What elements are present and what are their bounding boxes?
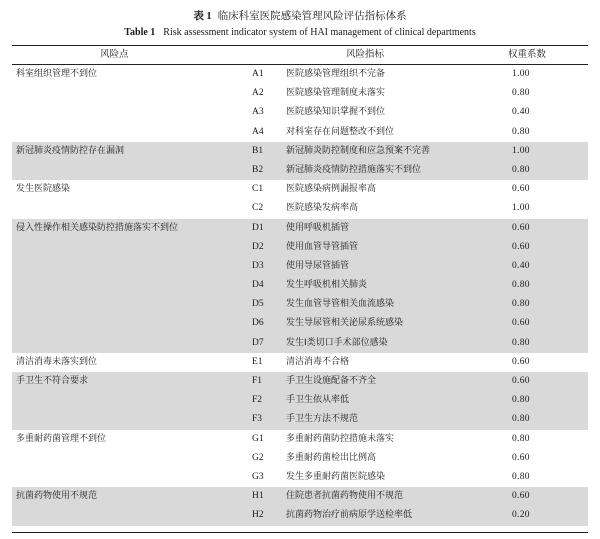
table-row <box>12 161 588 180</box>
weight-cell: 0.80 <box>512 164 530 175</box>
indicator-name-cell: 多重耐药菌防控措施未落实 <box>286 433 395 444</box>
table-row <box>12 410 588 429</box>
weight-cell: 0.80 <box>512 471 530 482</box>
weight-cell: 0.60 <box>512 318 530 329</box>
indicator-code-cell: D1 <box>252 222 264 233</box>
table-row <box>12 430 588 449</box>
table-row <box>12 219 588 238</box>
weight-cell: 0.60 <box>512 222 530 233</box>
indicator-name-cell: 医院感染知识掌握不到位 <box>286 107 386 118</box>
indicator-code-cell: H1 <box>252 491 264 502</box>
table-row <box>12 468 588 487</box>
indicator-code-cell: G3 <box>252 471 264 482</box>
weight-cell: 0.60 <box>512 452 530 463</box>
indicator-name-cell: 发生呼吸机相关肺炎 <box>286 280 368 291</box>
table-row <box>12 391 588 410</box>
table-title-en: Risk assessment indicator system of HAI management of clinical departments <box>163 27 476 38</box>
indicator-name-cell: 新冠肺炎疫情防控措施落实不到位 <box>286 164 422 175</box>
indicator-code-cell: C1 <box>252 184 264 195</box>
indicator-name-cell: 使用血管导管插管 <box>286 241 359 252</box>
weight-cell: 0.40 <box>512 107 530 118</box>
table-row <box>12 295 588 314</box>
indicator-name-cell: 发生血管导管相关血流感染 <box>286 299 395 310</box>
weight-cell: 1.00 <box>512 203 530 214</box>
weight-cell: 0.80 <box>512 414 530 425</box>
indicator-code-cell: F2 <box>252 395 263 406</box>
table-label-en: Table 1 <box>124 27 156 38</box>
indicator-name-cell: 手卫生方法不规范 <box>286 414 359 425</box>
weight-cell: 0.80 <box>512 126 530 137</box>
indicator-code-cell: D4 <box>252 280 264 291</box>
indicator-name-cell: 使用导尿管插管 <box>286 260 350 271</box>
weight-cell: 0.60 <box>512 184 530 195</box>
table-row <box>12 142 588 161</box>
weight-cell: 0.60 <box>512 491 530 502</box>
indicator-name-cell: 发生多重耐药菌医院感染 <box>286 471 386 482</box>
indicator-code-cell: G2 <box>252 452 264 463</box>
table-row <box>12 353 588 372</box>
indicator-code-cell: C2 <box>252 203 264 214</box>
indicator-name-cell: 抗菌药物治疗前病原学送检率低 <box>286 510 413 521</box>
weight-cell: 0.80 <box>512 88 530 99</box>
indicator-code-cell: B1 <box>252 145 264 156</box>
table-row <box>12 65 588 84</box>
weight-cell: 0.20 <box>512 510 530 521</box>
indicator-code-cell: F3 <box>252 414 263 425</box>
weight-cell: 0.80 <box>512 280 530 291</box>
indicator-name-cell: 对科室存在问题整改不到位 <box>286 126 395 137</box>
indicator-name-cell: 使用呼吸机插管 <box>286 222 350 233</box>
weight-cell: 0.40 <box>512 260 530 271</box>
risk-point-cell: 多重耐药菌管理不到位 <box>16 433 107 444</box>
indicator-name-cell: 医院感染管理组织不完备 <box>286 69 386 79</box>
indicator-name-cell: 手卫生设施配备不齐全 <box>286 376 377 386</box>
table-row <box>12 238 588 257</box>
table-row <box>12 314 588 333</box>
indicator-code-cell: A2 <box>252 88 264 99</box>
indicator-name-cell: 手卫生依从率低 <box>286 395 350 406</box>
indicator-code-cell: A1 <box>252 69 264 79</box>
indicator-name-cell: 发生导尿管相关泌尿系统感染 <box>286 318 404 329</box>
risk-point-cell: 科室组织管理不到位 <box>16 69 98 79</box>
weight-cell: 0.60 <box>512 376 530 386</box>
risk-point-cell: 抗菌药物使用不规范 <box>16 491 98 502</box>
indicator-code-cell: A3 <box>252 107 264 118</box>
indicator-name-cell: 医院感染发病率高 <box>286 203 359 214</box>
indicator-code-cell: G1 <box>252 433 264 444</box>
table-caption-chinese <box>0 8 600 23</box>
table-body <box>12 65 588 526</box>
table-row <box>12 84 588 103</box>
indicator-code-cell: D7 <box>252 337 264 348</box>
indicator-name-cell: 清洁消毒不合格 <box>286 356 350 367</box>
risk-point-cell: 手卫生不符合要求 <box>16 376 89 386</box>
weight-cell: 0.80 <box>512 299 530 310</box>
weight-cell: 0.60 <box>512 356 530 367</box>
indicator-name-cell: 住院患者抗菌药物使用不规范 <box>286 491 404 502</box>
indicator-code-cell: A4 <box>252 126 264 137</box>
weight-cell: 0.60 <box>512 241 530 252</box>
indicator-code-cell: D3 <box>252 260 264 271</box>
indicator-name-cell: 发生Ⅰ类切口手术部位感染 <box>286 337 388 348</box>
weight-cell: 0.80 <box>512 395 530 406</box>
table-row <box>12 257 588 276</box>
table-row <box>12 487 588 506</box>
table-row <box>12 103 588 122</box>
weight-cell: 0.80 <box>512 433 530 444</box>
risk-point-cell: 发生医院感染 <box>16 184 71 195</box>
weight-cell: 1.00 <box>512 69 530 79</box>
indicator-code-cell: D5 <box>252 299 264 310</box>
indicator-code-cell: D2 <box>252 241 264 252</box>
table-row <box>12 123 588 142</box>
table-row <box>12 449 588 468</box>
indicator-name-cell: 医院感染病例漏报率高 <box>286 184 377 195</box>
table-row <box>12 506 588 525</box>
risk-point-cell: 新冠肺炎疫情防控存在漏洞 <box>16 145 125 156</box>
column-header-risk: 风险点 <box>100 49 129 60</box>
indicator-name-cell: 多重耐药菌检出比例高 <box>286 452 377 463</box>
indicator-code-cell: F1 <box>252 376 263 386</box>
table-bottom-rule <box>12 532 588 533</box>
risk-point-cell: 清洁消毒未落实到位 <box>16 356 98 367</box>
indicator-code-cell: B2 <box>252 164 264 175</box>
risk-point-cell: 侵入性操作相关感染防控措施落实不到位 <box>16 222 179 233</box>
table-row <box>12 199 588 218</box>
indicator-name-cell: 新冠肺炎防控制度和应急预案不完善 <box>286 145 431 156</box>
table-title-cn: 临床科室医院感染管理风险评估指标体系 <box>217 10 407 22</box>
column-header-indicator: 风险指标 <box>346 49 385 60</box>
table-row <box>12 334 588 353</box>
table-top-rule <box>12 45 588 46</box>
weight-cell: 0.80 <box>512 337 530 348</box>
column-header-weight: 权重系数 <box>508 49 547 60</box>
table-row <box>12 180 588 199</box>
table-label-cn: 表 1 <box>193 11 212 22</box>
indicator-code-cell: E1 <box>252 356 263 367</box>
indicator-name-cell: 医院感染管理制度未落实 <box>286 88 386 99</box>
weight-cell: 1.00 <box>512 145 530 156</box>
table-row <box>12 372 588 391</box>
indicator-code-cell: D6 <box>252 318 264 329</box>
table-caption-english <box>0 27 600 38</box>
table-row <box>12 276 588 295</box>
indicator-code-cell: H2 <box>252 510 264 521</box>
